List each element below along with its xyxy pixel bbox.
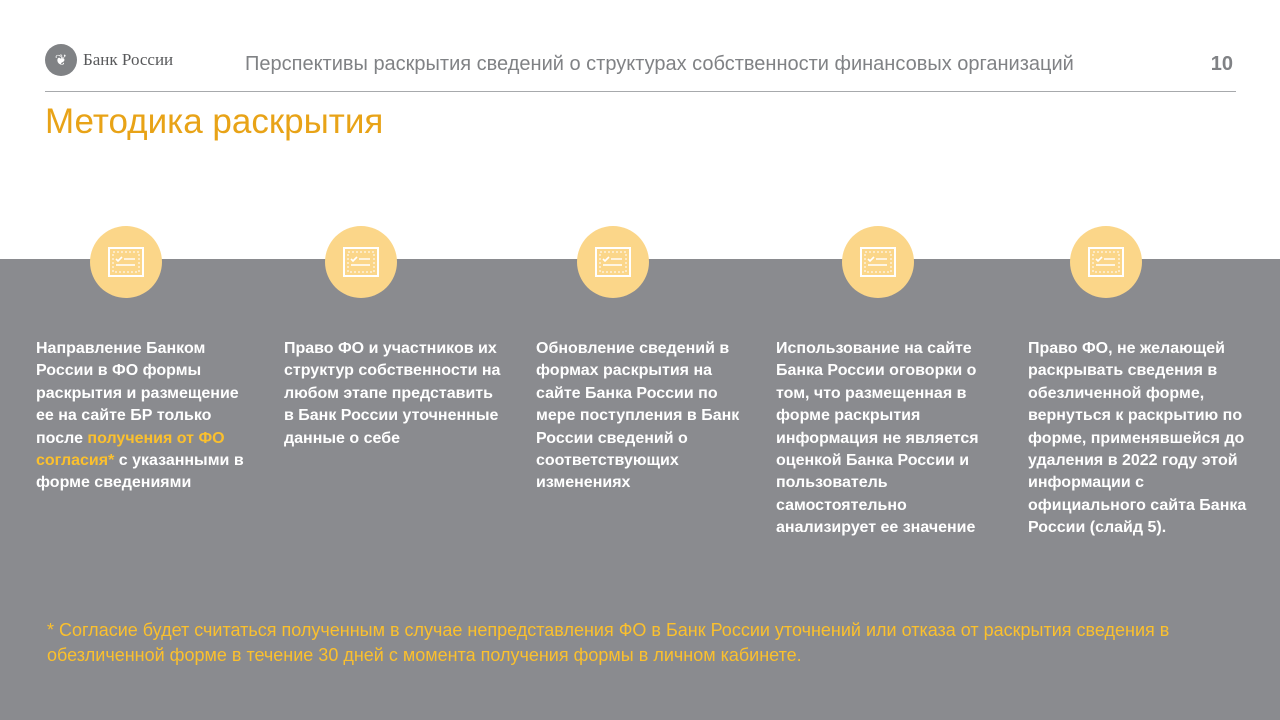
header-divider <box>45 91 1236 92</box>
step-1-highlight: получения от ФО согласия* <box>36 429 225 470</box>
logo-text: Банк России <box>83 50 174 69</box>
footnote: * Согласие будет считаться полученным в случае непредставления ФО в Банк России уточнений или отказа от раскрытия сведения в обезличенной форме в течение 30 дней с момента получения формы в личном кабинете. <box>47 620 1170 665</box>
document-check-icon <box>859 246 897 278</box>
page-number: 10 <box>1210 53 1233 75</box>
bank-logo <box>45 44 173 76</box>
document-check-icon <box>594 246 632 278</box>
step-2-text <box>284 338 502 450</box>
step-1-text-after: с указанными в форме сведениями <box>36 452 244 492</box>
step-4-document-check-icon <box>842 226 914 298</box>
step-2-text-before: Право ФО и участников их структур собственности на <box>284 340 501 380</box>
document-check-icon <box>1087 246 1125 278</box>
eagle-emblem-icon: ❦ <box>45 44 77 76</box>
step-3-document-check-icon <box>577 226 649 298</box>
step-3-text: Обновление сведений в формах раскрытия на сайте Банка России по мере поступления в Банк России сведений о соответствующих изменениях <box>536 340 740 492</box>
step-2-text-after: представить в Банк России уточненные данные о себе <box>284 384 499 447</box>
step-2-document-check-icon <box>325 226 397 298</box>
document-check-icon <box>342 246 380 278</box>
step-1-text-before: Направление Банком России в ФО формы раскрытия и размещение ее на сайте БР только после <box>36 340 239 447</box>
presentation-title: Перспективы раскрытия сведений о структурах собственности финансовых организаций <box>245 53 1074 75</box>
step-2-emphasis: любом этапе <box>284 384 388 402</box>
step-5-text: Право ФО, не желающей раскрывать сведения в обезличенной форме, вернуться к раскрытию по форме, применявшейся до удаления в 2022 году этой информации с официального сайта Банка России (слайд 5). <box>1028 340 1247 537</box>
step-1-document-check-icon <box>90 226 162 298</box>
step-4-text: Использование на сайте Банка России оговорки о том, что размещенная в форме раскрытия информация не является оценкой Банка России и пользователь самостоятельно анализирует ее значение <box>776 340 979 537</box>
slide-title: Методика раскрытия <box>45 102 384 141</box>
step-5-document-check-icon <box>1070 226 1142 298</box>
step-1-text <box>36 338 258 495</box>
document-check-icon <box>107 246 145 278</box>
